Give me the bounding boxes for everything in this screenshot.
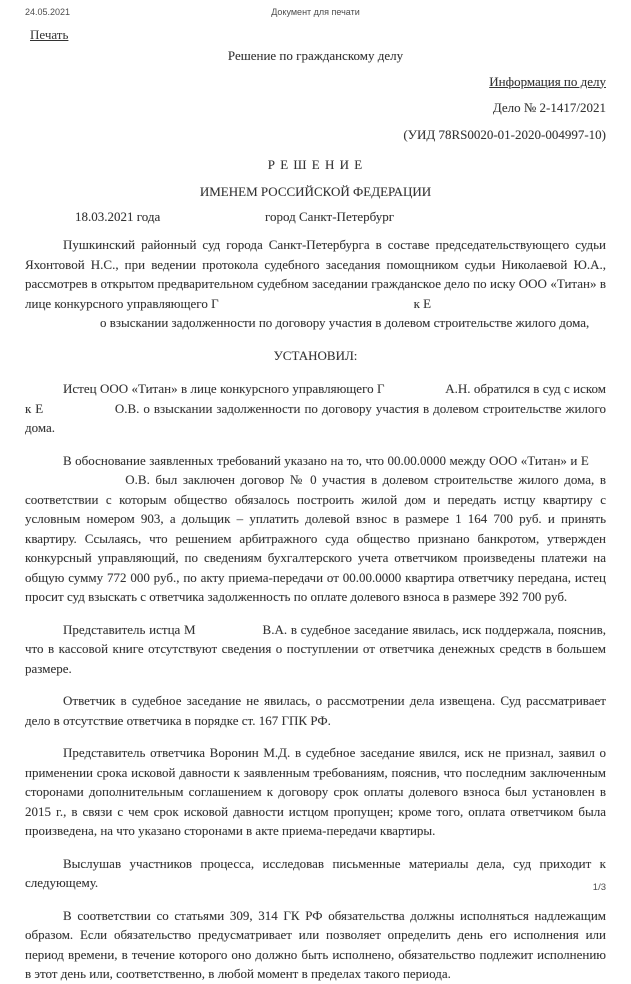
ustanovil-heading: УСТАНОВИЛ: xyxy=(273,347,358,363)
paragraph-grounds: В обоснование заявленных требований указано на то, что 00.00.0000 между ООО «Титан» и Е О.В. был заключен договор № 0 участия в долевом строительстве жилого дома, в соответствии с которым общество обязалось построить жилой дом и передать истцу квартиру с условным номером 903, а дольщик – уплатить долевой взнос в размере 1 164 700 руб. и принять квартиру. Ссылаясь, что решением арбитражного суда общество признано банкротом, утвержден конкурсный управляющий, по сведениям бухгалтерского учета ответчиком произведены платежи на общую сумму 772 000 руб., по акту приема-передачи от 00.00.0000 квартира ответчику передана, истец просит суд взыскать с ответчика задолженность по оплате долевого взноса в размере 392 700 руб. xyxy=(25,452,606,604)
case-info-block xyxy=(25,72,606,145)
case-uid: (УИД 78RS0020-01-2020-004997-10) xyxy=(403,126,606,142)
print-link[interactable]: Печать xyxy=(30,27,69,42)
paragraph-intro: Пушкинский районный суд города Санкт-Петербурга в составе председательствующего судьи Яхонтовой Н.С., при ведении протокола судебного заседания помощником судьи Николаевой Ю.А., рассмотрев в открытом предварительном судебном заседании гражданское дело по иску ООО «Титан» в лице конкурсного управляющего Г к Е xyxy=(25,237,606,311)
print-date: 24.05.2021 xyxy=(25,7,71,17)
federation-heading: ИМЕНЕМ РОССИЙСКОЙ ФЕДЕРАЦИИ xyxy=(199,183,432,199)
document-title: Решение по гражданскому делу xyxy=(227,48,404,63)
court-decision-document xyxy=(0,46,631,984)
paragraph-court-conclusion-intro: Выслушав участников процесса, исследовав письменные материалы дела, суд приходит к следующему. xyxy=(25,855,606,890)
paragraph-defendant-rep: Представитель ответчика Воронин М.Д. в судебное заседание явился, иск не признал, заявил о применении срока исковой давности к заявленным требованиям, пояснив, что последним заключенным сторонами дополнительным соглашением к договору срок оплаты долевого взноса был установлен в 2015 г., в связи с чем срок исковой давности истцом пропущен; кроме того, оплата ответчиком была произведена, на что указано сторонами в акте приема-передачи квартиры. xyxy=(25,745,606,838)
paragraph-defendant-absent: Ответчик в судебное заседание не явилась, о рассмотрении дела извещена. Суд рассматривает дело в отсутствие ответчика в порядке ст. 167 ГПК РФ. xyxy=(25,693,606,728)
print-doc-title: Документ для печати xyxy=(271,7,360,17)
paragraph-claim: Истец ООО «Титан» в лице конкурсного управляющего Г А.Н. обратился в суд с иском к Е О.В. о взыскании задолженности по договору участия в долевом строительстве жилого дома. xyxy=(25,381,606,435)
paragraph-intro-continuation: о взыскании задолженности по договору участия в долевом строительстве жилого дома, xyxy=(100,315,590,330)
paragraph-law-citation: В соответствии со статьями 309, 314 ГК РФ обязательства должны исполняться надлежащим образом. Если обязательство предусматривает или позволяет определить день его исполнения или период времени, в течение которого оно должно быть исполнено, обязательство подлежит исполнению в этот день или, соответственно, в любой момент в пределах такого периода. xyxy=(25,907,606,981)
page-indicator: 1/3 xyxy=(592,882,606,893)
browser-print-header xyxy=(0,0,631,17)
case-number: Дело № 2-1417/2021 xyxy=(492,100,606,115)
date-city-line xyxy=(25,207,606,227)
case-info-link[interactable]: Информация по делу xyxy=(489,73,606,89)
decision-heading: Р Е Ш Е Н И Е xyxy=(267,157,364,172)
paragraph-plaintiff-rep: Представитель истца М В.А. в судебное заседание явилась, иск поддержала, пояснив, что в кассовой книге отсутствуют сведения о поступлении от ответчика денежных средств в большем размере. xyxy=(25,621,606,676)
decision-date: 18.03.2021 года xyxy=(75,209,161,224)
decision-city: город Санкт-Петербург xyxy=(265,209,395,224)
